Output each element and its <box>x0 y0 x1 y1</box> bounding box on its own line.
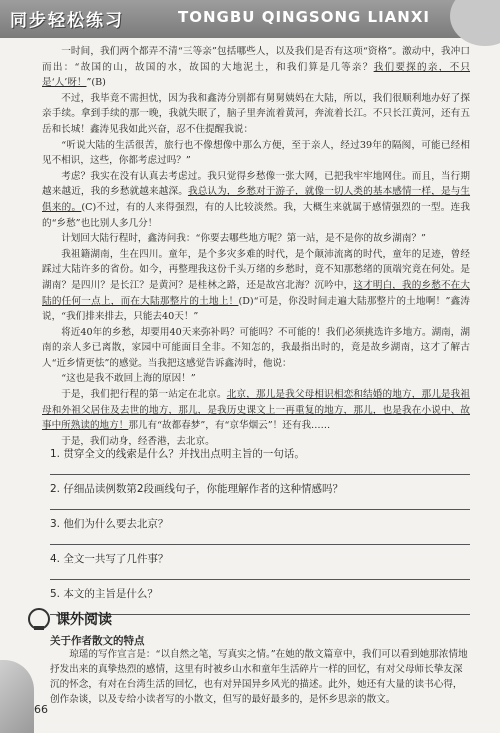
underlined-sentence: 这才明白，我的乡愁不在大陆的任何一点上，而在大陆那整片的土地上！ <box>42 279 471 307</box>
reading-passage <box>42 44 470 449</box>
page-number: 66 <box>34 703 48 716</box>
series-title: 同步轻松练习 <box>10 11 124 31</box>
underlined-sentence: 北京，那儿是我父母相识相恋和结婚的地方，那儿是我祖母和外祖父居住及去世的地方，那儿，是我历史课文上一再重复的地方，那儿，也是我在小说中、故事中所熟读的地方！ <box>42 389 471 432</box>
answer-line[interactable] <box>50 474 470 475</box>
passage-text: 一时间，我们两个都弄不清“三等亲”包括哪些人，以及我们是否有这项“资格”。激动中，我冲口而出：“故国的山，故国的水，故国的大地泥土，和我们算是几等亲？ <box>42 46 470 73</box>
passage-paragraph <box>42 44 470 91</box>
question-item <box>42 516 470 551</box>
passage-paragraph <box>42 247 470 325</box>
extra-reading-subheading: 关于作者散文的特点 <box>50 635 145 647</box>
question-text: 3. 他们为什么要去北京？ <box>50 518 169 530</box>
passage-paragraph <box>42 138 470 169</box>
passage-text: 于是，我们把行程的第一站定在北京。 <box>61 389 227 401</box>
passage-text: ”(B) <box>86 77 106 89</box>
passage-text: 考虑？我实在没有认真去考虑过。我只觉得乡愁像一张大网，已把我牢牢地网住。而且，当行期越来越近，我的乡愁就越来越深。 <box>42 170 470 198</box>
extra-reading-paragraph: 琼瑶的写作宣言是：“以自然之笔，写真实之情。”在她的散文篇章中，我们可以看到她那浓情地抒发出来的真挚热烈的感情，这里有时被乡山水和童年生活碎片一样的回忆，有对父母师长挚友深沉的怀念，有对在台湾生活的回忆，也有对异国异乡风光的描述。此外，她还有大量的读书心得，创作杂谈，以及专给小读者写的小散文，但写的最好最多的，是怀乡思亲的散文。 <box>50 649 468 705</box>
underlined-sentence: 我总认为，乡愁对于游子，就像一切人类的基本感情一样，是与生俱来的。 <box>42 186 471 213</box>
question-text: 2. 仔细品读例数第2段画线句子，你能理解作者的这种情感吗？ <box>50 483 344 495</box>
question-item <box>42 481 470 516</box>
passage-paragraph <box>42 231 470 247</box>
passage-paragraph <box>42 169 470 231</box>
answer-line[interactable] <box>50 544 470 545</box>
extra-reading-header <box>28 608 112 630</box>
passage-text: 于是，我们动身，经香港，去北京。 <box>61 435 215 447</box>
passage-text: (C)不过，有的人来得强烈，有的人比较淡然。我，大概生来就属于感情强烈的一型。连我的“乡愁”也比别人多几分！ <box>42 201 471 229</box>
extra-reading-label: 课外阅读 <box>56 612 112 628</box>
passage-paragraph <box>42 387 470 434</box>
extra-reading-text <box>50 647 468 707</box>
passage-paragraph <box>42 371 470 387</box>
question-text: 4. 全文一共写了几件事？ <box>50 553 169 565</box>
answer-line[interactable] <box>50 509 470 510</box>
passage-text: “这也是我不敢回上海的原因！” <box>61 373 196 385</box>
question-item <box>42 551 470 586</box>
question-item <box>42 446 470 481</box>
passage-text: “听说大陆的生活很苦，旅行也不像想像中那么方便，至于亲人，经过39年的隔阂，可能已经相见不相识，这些，你都考虑过吗？” <box>42 139 470 167</box>
passage-text: 计划回大陆行程时，鑫涛问我：“你要去哪些地方呢？第一站，是不是你的故乡湖南？” <box>61 233 426 245</box>
passage-text: 将近40年的乡愁，却要用40天来弥补吗？可能吗？不可能的！我们必须挑选许多地方。湖南，湖南的亲人多已离散，家园中可能面目全非。不知怎的，我最指出时的，竟是故乡湖南，这才了解古人“近乡情更怯”的感觉。当我把这感觉告诉鑫涛时，他说： <box>42 326 470 369</box>
question-list <box>42 446 470 621</box>
underlined-sentence: 我们要探的亲，不只是‘人’呀！ <box>42 61 471 89</box>
answer-line[interactable] <box>50 579 470 580</box>
series-pinyin: TONGBU QINGSONG LIANXI <box>178 8 430 26</box>
page-header <box>0 0 500 38</box>
passage-text: 我祖籍湖南，生在四川。童年，是个多灾多难的时代，是个颠沛流离的时代，童年的足迹，曾经踩过大陆许多的省份。如今，再整理我这份千头万绪的乡愁时，竟不知那愁绪的顶端究竟在何处。是湖南？是四川？是长江？是黄河？是桂林之路，还是故宫北海？沉吟中， <box>42 248 470 291</box>
passage-paragraph <box>42 91 470 138</box>
reading-person-icon <box>28 608 50 630</box>
passage-text: 不过，我毕竟不需担忧，因为我和鑫涛分别都有舅舅姨妈在大陆，所以，我们很顺利地办好了探亲手续。拿到手续的那一晚，我就失眠了，脑子里奔流着黄河，奔流着长江。不只长江黄河，还有五岳和长城！鑫涛见我如此兴奋，忍不住提醒我说： <box>42 92 470 135</box>
passage-text: 那儿有“故都春梦”，有“京华烟云”！还有我…… <box>128 420 331 432</box>
question-text: 1. 贯穿全文的线索是什么？并找出点明主旨的一句话。 <box>50 448 305 460</box>
header-decoration <box>450 0 500 46</box>
answer-line[interactable] <box>50 614 470 615</box>
passage-paragraph <box>42 325 470 372</box>
passage-text: (D)“可是，你没时间走遍大陆那整片的土地啊！”鑫涛说，“我们排来排去，只能去40天！” <box>42 295 470 323</box>
page-corner-decoration <box>0 660 34 733</box>
question-text: 5. 本文的主旨是什么？ <box>50 588 158 600</box>
